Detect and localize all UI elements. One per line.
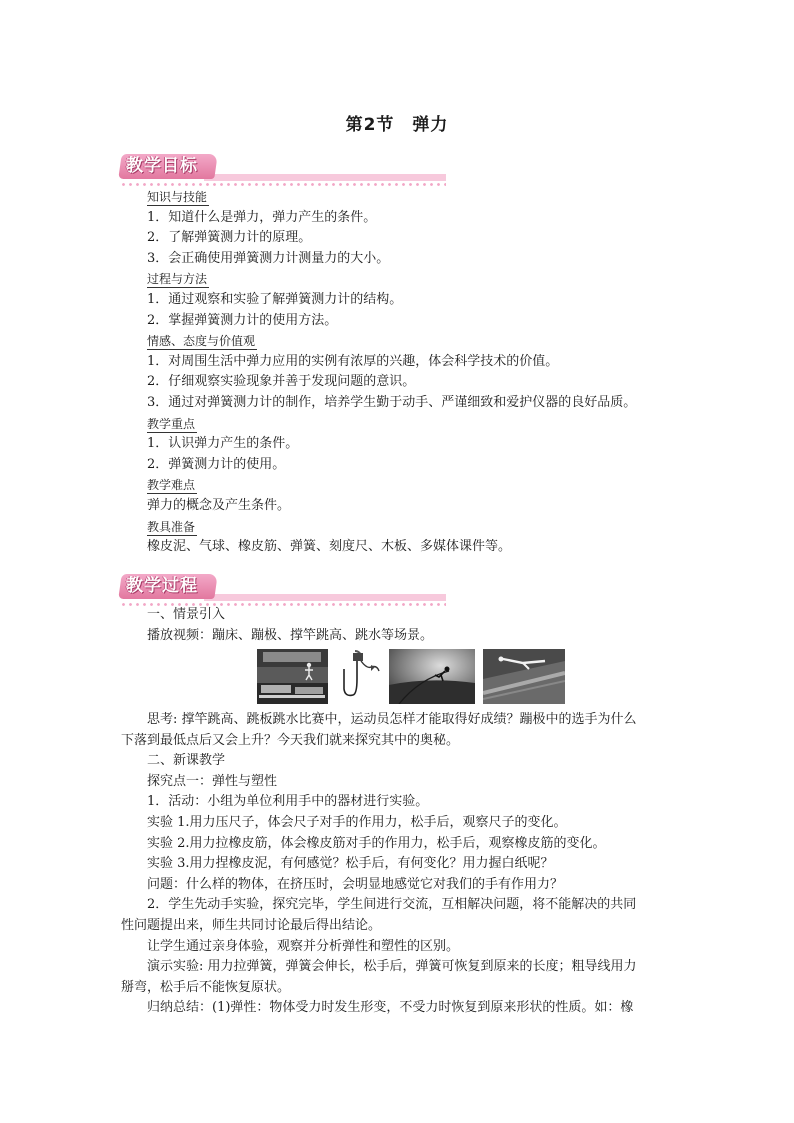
section-title: 一、情景引入: [147, 607, 226, 622]
bungee-photo: [335, 649, 386, 704]
process-body: [121, 710, 675, 1019]
trampoline-photo: [257, 649, 328, 704]
paragraph-line: 实验 2.用力拉橡皮筋，体会橡皮筋对手的作用力，松手后，观察橡皮筋的变化。: [147, 835, 606, 851]
paragraph-line: 思考: 撑竿跳高、跳板跳水比赛中，运动员怎样才能取得好成绩？蹦极中的选手为什么: [147, 712, 637, 727]
section-heading-attitude: 情感、态度与价值观: [147, 334, 256, 349]
banner-rule: [204, 594, 446, 601]
section-heading-knowledge: 知识与技能: [147, 190, 208, 204]
list-item: 3．通过对弹簧测力计的制作，培养学生勤于动手、严谨细致和爱护仪器的良好品质。: [147, 394, 637, 410]
objectives-banner: [120, 152, 446, 188]
section-title: 二、新课教学: [147, 753, 226, 769]
paragraph-line: 让学生通过亲身体验，观察并分析弹性和塑性的区别。: [147, 938, 460, 954]
paragraph-line: 掰弯，松手后不能恢复原状。: [121, 979, 291, 995]
list-item: 1．对周围生活中弹力应用的实例有浓厚的兴趣，体会科学技术的价值。: [147, 353, 559, 369]
section-heading-difficulties: 教学难点: [147, 478, 196, 493]
list-item: 播放视频：蹦床、蹦极、撑竿跳高、跳水等场景。: [147, 627, 434, 643]
process-intro: [147, 605, 675, 646]
list-item: 橡皮泥、气球、橡皮筋、弹簧、刻度尺、木板、多媒体课件等。: [147, 539, 512, 555]
section-heading-key-points: 教学重点: [147, 416, 196, 431]
list-item: 1．认识弹力产生的条件。: [147, 436, 299, 452]
section-heading-materials: 教具准备: [147, 519, 196, 534]
paragraph-line: 实验 3.用力捏橡皮泥，有何感觉？松手后，有何变化？用力握白纸呢？: [147, 856, 554, 872]
list-item: 2．掌握弹簧测力计的使用方法。: [147, 312, 338, 328]
paragraph-line: 演示实验: 用力拉弹簧，弹簧会伸长，松手后，弹簧可恢复到原来的长度；粗导线用力: [147, 959, 637, 975]
diving-photo: [483, 649, 565, 704]
list-item: 弹力的概念及产生条件。: [147, 497, 291, 513]
process-banner: [120, 572, 446, 608]
paragraph-line: 实验 1.用力压尺子，体会尺子对手的作用力，松手后，观察尺子的变化。: [147, 814, 567, 830]
paragraph-line: 下落到最低点后又会上升？今天我们就来探究其中的奥秘。: [121, 732, 460, 748]
objectives-banner-label: 教学目标: [126, 156, 198, 176]
list-item: 3．会正确使用弹簧测力计测量力的大小。: [147, 250, 390, 266]
section-heading-process: 过程与方法: [147, 272, 208, 287]
banner-rule: [204, 174, 446, 181]
subsection-title: 探究点一：弹性与塑性: [147, 773, 278, 789]
page-title: 第2节 弹力: [345, 115, 449, 135]
paragraph-line: 归纳总结：(1)弹性：物体受力时发生形变，不受力时恢复到原来形状的性质。如：橡: [147, 1000, 634, 1016]
list-item: 2．仔细观察实验现象并善于发现问题的意识。: [147, 374, 416, 390]
paragraph-line: 问题：什么样的物体，在挤压时，会明显地感觉它对我们的手有作用力？: [147, 876, 564, 892]
list-item: 1．知道什么是弹力，弹力产生的条件。: [147, 209, 377, 225]
list-item: 1．通过观察和实验了解弹簧测力计的结构。: [147, 291, 403, 307]
paragraph-line: 2．学生先动手实验，探究完毕，学生间进行交流，互相解决问题，将不能解决的共同: [147, 897, 637, 913]
list-item: 2．弹簧测力计的使用。: [147, 456, 286, 472]
paragraph-line: 1．活动：小组为单位利用手中的器材进行实验。: [147, 794, 429, 810]
pole-vault-photo: [389, 649, 475, 704]
objectives-content: [147, 187, 675, 558]
process-banner-label: 教学过程: [126, 576, 198, 596]
list-item: 2．了解弹簧测力计的原理。: [147, 230, 312, 246]
paragraph-line: 性问题提出来，师生共同讨论最后得出结论。: [121, 917, 382, 933]
